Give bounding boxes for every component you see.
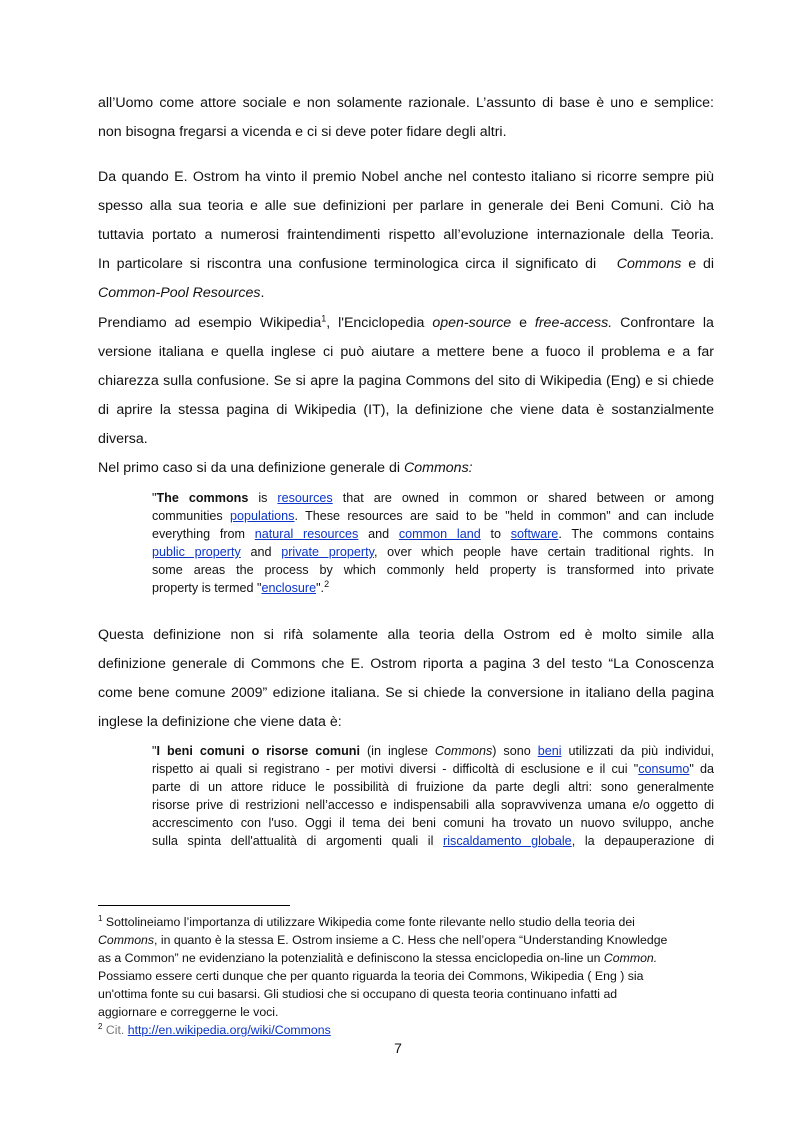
link-populations[interactable]: populations <box>230 509 295 523</box>
quote-line: risorse prive di restrizioni nell’accesso e indispensabili alla sopravvivenza umana e/o oggetto di <box>152 798 714 812</box>
text-line: In particolare si riscontra una confusione terminologica circa il significato di Commons e di <box>98 256 714 272</box>
text-line: chiarezza sulla confusione. Se si apre la pagina Commons del sito di Wikipedia (Eng) e si chiede <box>98 373 714 389</box>
text-line: tuttavia portato a numerosi fraintendimenti rispetto all’evoluzione internazionale della Teoria. <box>98 227 714 243</box>
footnote-1-line: un'ottima fonte su cui basarsi. Gli studiosi che si occupano di questa teoria continuano infatti ad <box>98 987 618 1001</box>
footnote-ref-2[interactable]: 2 <box>324 579 330 589</box>
quote-line: accrescimento con l'uso. Oggi il tema dei beni comuni ha trovato un nuovo sviluppo, anche <box>152 816 714 830</box>
text-line: Questa definizione non si rifà solamente alla teoria della Ostrom ed è molto simile alla <box>98 627 714 643</box>
quote-line: "The commons is resources that are owned in common or shared between or among <box>152 491 714 505</box>
link-riscaldamento-globale[interactable]: riscaldamento globale <box>443 834 572 848</box>
link-common-land[interactable]: common land <box>398 527 481 541</box>
text-line: come bene comune 2009” edizione italiana. Se si chiede la conversione in italiano della pagina <box>98 685 714 701</box>
footnote-1-line: as a Common” ne evidenziano la potenzialità e definiscono la stessa enciclopedia on-line un Common. <box>98 951 658 965</box>
quote-line: "I beni comuni o risorse comuni (in inglese Commons) sono beni utilizzati da più individui, <box>152 744 714 758</box>
paragraph-4 <box>98 621 714 737</box>
quote-line: parte di un attore riduce le possibilità di fruizione da parte degli altri: sono generalmente <box>152 780 714 794</box>
text-line: diversa. <box>98 431 148 447</box>
link-consumo[interactable]: consumo <box>638 762 690 776</box>
text-line: Prendiamo ad esempio Wikipedia$^1$, l'Enciclopedia open-source e free-access. Confrontare la <box>98 313 714 331</box>
link-enclosure[interactable]: enclosure <box>261 581 317 595</box>
page-number: 7 <box>394 1040 402 1056</box>
quote-line: some areas the process by which commonly held property is transformed into private <box>152 563 714 577</box>
text-line: Da quando E. Ostrom ha vinto il premio Nobel anche nel contesto italiano si ricorre sempre più <box>98 169 714 185</box>
text-line: non bisogna fregarsi a vicenda e ci si deve poter fidare degli altri. <box>98 124 507 140</box>
blockquote-en <box>152 489 714 597</box>
text-line: all’Uomo come attore sociale e non solamente razionale. L’assunto di base è uno e semplice: <box>98 95 714 111</box>
emphasis: Common-Pool Resources <box>98 285 261 301</box>
text-line: Nel primo caso si da una definizione generale di Commons: <box>98 460 473 476</box>
quote-line: public property and private property, over which people have certain traditional rights. In <box>152 545 714 559</box>
quote-line: everything from natural resources and common land to software. The commons contains <box>152 527 714 541</box>
link-public-property[interactable]: public property <box>152 545 241 559</box>
paragraph-1 <box>98 89 714 147</box>
footnotes <box>98 913 714 1039</box>
footnote-1-line: $^1$ Sottolineiamo l’importanza di utilizzare Wikipedia come fonte rilevante nello studio della teoria dei <box>98 913 635 929</box>
footnote-1-line: Commons, in quanto è la stessa E. Ostrom insieme a C. Hess che nell’opera “Understanding Knowledge <box>98 933 668 947</box>
link-beni[interactable]: beni <box>537 744 562 758</box>
emphasis: Commons <box>616 256 682 272</box>
footnote-separator <box>98 905 290 906</box>
text-line: di aprire la stessa pagina di Wikipedia (IT), la definizione che viene data è sostanzialmente <box>98 402 714 418</box>
paragraph-3 <box>98 309 714 483</box>
quote-line: property is termed "enclosure".$^2$ <box>152 579 330 595</box>
quote-line: rispetto ai quali si registrano - per motivi diversi - difficoltà di esclusione e il cui "consumo" da <box>152 762 714 776</box>
text-line: versione italiana e quella inglese ci può aiutare a mettere bene a fuoco il problema e a far <box>98 344 714 360</box>
footnote-1-line: aggiornare e correggerne le voci. <box>98 1005 279 1019</box>
text-line: definizione generale di Commons che E. Ostrom riporta a pagina 3 del testo “La Conoscenza <box>98 656 714 672</box>
link-private-property[interactable]: private property <box>281 545 374 559</box>
link-software[interactable]: software <box>510 527 559 541</box>
blockquote-it <box>152 742 714 850</box>
quote-line: communities populations. These resources are said to be "held in common" and can include <box>152 509 714 523</box>
link-wikipedia-commons[interactable]: http://en.wikipedia.org/wiki/Commons <box>127 1023 331 1037</box>
quote-line: sulla spinta dell'attualità di argomenti quali il riscaldamento globale, la depauperazione di <box>152 834 714 848</box>
link-resources[interactable]: resources <box>277 491 333 505</box>
text-line: spesso alla sua teoria e alle sue definizioni per parlare in generale dei Beni Comuni. Ciò ha <box>98 198 714 214</box>
link-natural-resources[interactable]: natural resources <box>254 527 359 541</box>
text-line: Common-Pool Resources. <box>98 285 265 301</box>
text-line: inglese la definizione che viene data è: <box>98 714 342 730</box>
paragraph-2 <box>98 163 714 308</box>
footnote-1-line: Possiamo essere certi dunque che per quanto riguarda la teoria dei Commons, Wikipedia ( Eng ) sia <box>98 969 644 983</box>
footnote-2-line: $^2$ Cit. http://en.wikipedia.org/wiki/Commons <box>98 1021 331 1037</box>
footnote-ref-1[interactable]: 1 <box>321 313 327 324</box>
